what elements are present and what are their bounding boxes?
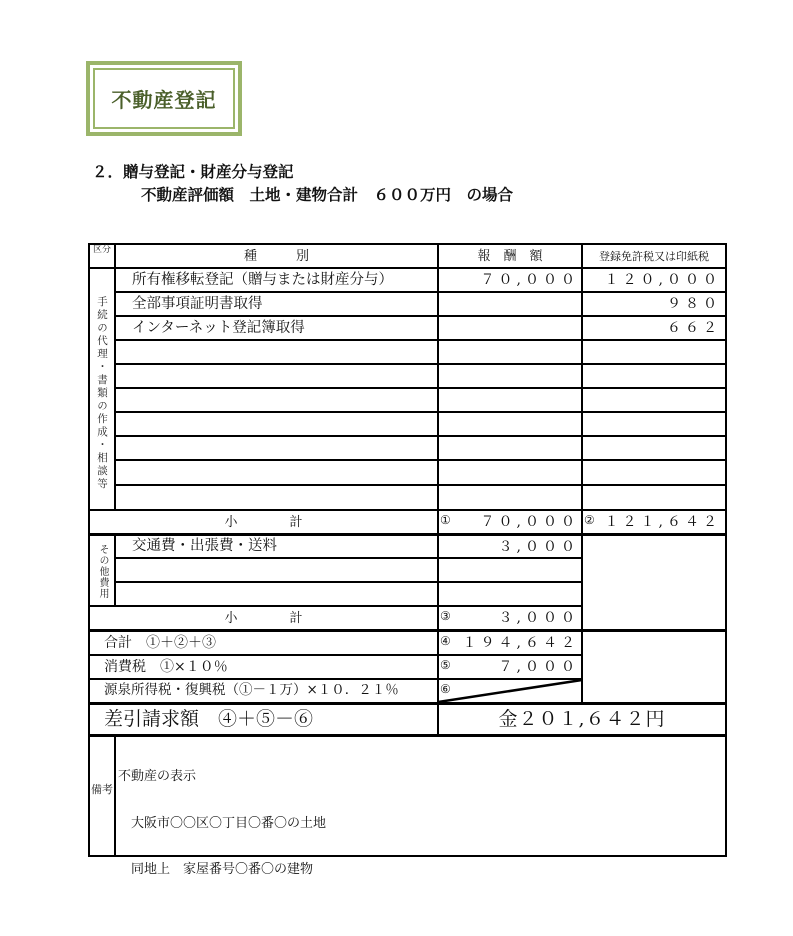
- total-value: １９４,６４２: [462, 635, 579, 651]
- circled-4-marker: ④: [440, 634, 451, 648]
- divider: [114, 363, 727, 365]
- row-type: 全部事項証明書取得: [132, 295, 263, 312]
- remarks-line: 大阪市〇〇区〇丁目〇番〇の土地: [118, 815, 327, 831]
- header-tax: 登録免許税又は印紙税: [599, 249, 709, 263]
- category-badge-label: 不動産登記: [111, 88, 217, 112]
- subtotal-fee: ３,０００: [498, 610, 579, 626]
- row-tax: ９８０: [667, 296, 721, 312]
- section-procedures-label: 手続の代理・書類の作成・相談等: [96, 295, 108, 491]
- header-category: 区分: [92, 245, 111, 255]
- category-badge: [86, 61, 242, 136]
- divider: [114, 435, 727, 437]
- subtotal-label: 小 計: [224, 610, 303, 626]
- remarks-line: 不動産の表示: [118, 769, 197, 784]
- section-other-costs-label: その他費用: [97, 543, 108, 599]
- divider: [114, 387, 727, 389]
- row-type: インターネット登記簿取得: [132, 319, 305, 336]
- consumption-tax-label: 消費税 ①×１０％: [104, 659, 228, 675]
- divider: [114, 411, 727, 413]
- row-tax: １２０,０００: [604, 272, 721, 288]
- circled-2-marker: ②: [584, 513, 595, 527]
- row-fee: ７０,０００: [480, 272, 579, 288]
- circled-5-marker: ⑤: [440, 658, 451, 672]
- remarks-content: [118, 738, 326, 909]
- category-badge-inner: [93, 68, 235, 129]
- divider: [114, 339, 727, 341]
- billing-label: 差引請求額 ④＋⑤－⑥: [104, 708, 314, 730]
- remarks-label: 備考: [91, 783, 113, 796]
- row-tax: ６６２: [667, 320, 721, 336]
- billing-amount: 金２０１,６４２円: [498, 708, 666, 730]
- row-type: 交通費・出張費・送料: [132, 538, 277, 555]
- divider: [114, 581, 583, 583]
- withholding-tax-label: 源泉所得税・復興税（①－１万）×１０．２１％: [104, 682, 399, 699]
- consumption-tax-value: ７,０００: [498, 659, 579, 675]
- row-type: 所有権移転登記（贈与または財産分与）: [132, 271, 393, 288]
- header-type: 種 別: [243, 248, 309, 264]
- fee-table: [88, 243, 727, 877]
- divider: [114, 557, 583, 559]
- circled-1-marker: ①: [440, 513, 451, 527]
- divider: [114, 459, 727, 461]
- divider: [88, 734, 727, 737]
- divider: [114, 484, 727, 486]
- total-label: 合計 ①＋②＋③: [104, 635, 216, 651]
- remarks-line: 同地上 家屋番号〇番〇の建物: [118, 862, 314, 877]
- header-fee: 報 酬 額: [477, 248, 543, 264]
- table-border-right: [725, 243, 727, 857]
- circled-3-marker: ③: [440, 609, 451, 623]
- circled-6-marker: ⑥: [440, 682, 451, 696]
- section-subtitle: 不動産評価額 土地・建物合計 ６００万円 の場合: [141, 186, 514, 204]
- subtotal-tax: １２１,６４２: [604, 514, 721, 530]
- subtotal-label: 小 計: [224, 514, 303, 530]
- subtotal-fee: ７０,０００: [480, 514, 579, 530]
- section-title: ２．贈与登記・財産分与登記: [92, 163, 294, 181]
- diagonal-strike: [438, 679, 583, 704]
- row-fee: ３,０００: [498, 538, 579, 555]
